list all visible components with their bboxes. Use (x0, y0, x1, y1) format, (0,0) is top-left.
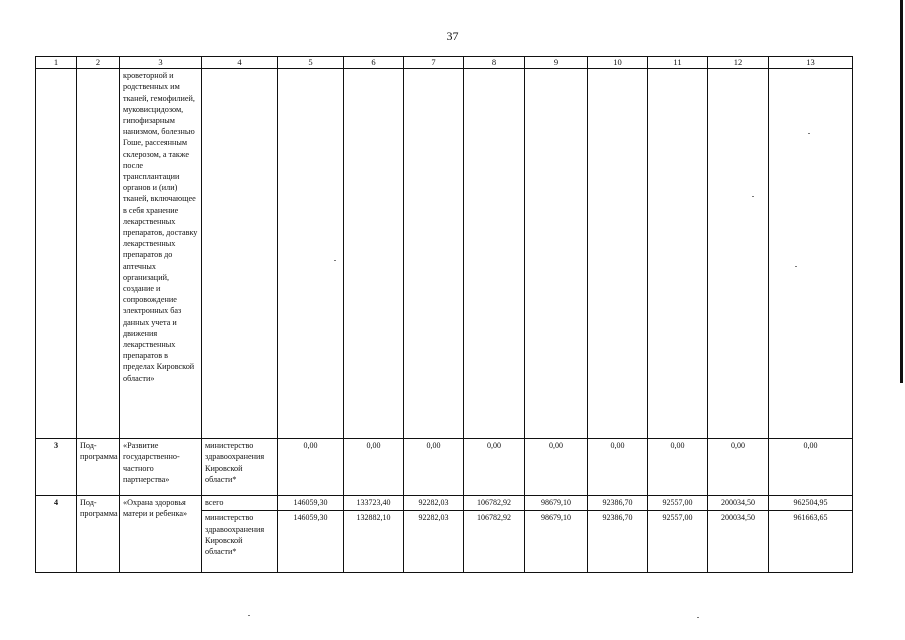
total-value: 92282,03 (418, 498, 449, 508)
row-type: Под-программа (77, 439, 120, 496)
page-number: 37 (446, 29, 459, 43)
ministry-value: 146059,30 (278, 510, 343, 523)
row-index: 4 (36, 496, 77, 573)
value-cell: 0,00 (464, 439, 525, 496)
subprogram-name: «Развитие государственно-частного партнерства» (120, 439, 202, 496)
value-cell: 0,00 (648, 439, 708, 496)
page-edge-bar (900, 0, 903, 383)
ministry-value: 98679,10 (525, 510, 587, 523)
total-value: 962504,95 (793, 498, 828, 508)
header-cell: 9 (525, 57, 588, 69)
total-value: 146059,30 (293, 498, 328, 508)
header-cell: 6 (344, 57, 404, 69)
table-row-subprogram-4 (36, 496, 853, 573)
header-cell: 13 (769, 57, 853, 69)
table-row-continued (36, 69, 853, 439)
value-cell: 0,00 (588, 439, 648, 496)
row-type: Под-программа (77, 496, 120, 573)
header-cell: 4 (202, 57, 278, 69)
executor-total: всего (205, 498, 224, 508)
executor-ministry: министерство здравоохранения Кировской области* (202, 510, 277, 557)
value-cell: 0,00 (769, 439, 853, 496)
scan-speck (334, 260, 336, 261)
total-value: 92386,70 (602, 498, 633, 508)
total-value: 133723,40 (356, 498, 391, 508)
scan-speck (795, 266, 797, 267)
row-index: 3 (36, 439, 77, 496)
scan-speck (752, 196, 754, 197)
header-cell: 11 (648, 57, 708, 69)
total-value: 92557,00 (662, 498, 693, 508)
ministry-value: 92386,70 (588, 510, 647, 523)
scan-speck (248, 615, 250, 616)
ministry-value: 961663,65 (769, 510, 852, 523)
header-cell: 3 (120, 57, 202, 69)
scan-speck (808, 133, 810, 134)
ministry-value: 200034,50 (708, 510, 768, 523)
ministry-value: 92557,00 (648, 510, 707, 523)
header-cell: 10 (588, 57, 648, 69)
header-cell: 2 (77, 57, 120, 69)
value-cell: 0,00 (344, 439, 404, 496)
header-cell: 12 (708, 57, 769, 69)
value-cell: 0,00 (525, 439, 588, 496)
value-cell: 0,00 (708, 439, 769, 496)
table-row-subprogram-3 (36, 439, 853, 496)
value-cell: 0,00 (404, 439, 464, 496)
total-value: 106782,92 (477, 498, 511, 508)
header-row (36, 57, 853, 69)
ministry-value: 106782,92 (464, 510, 524, 523)
ministry-value: 92282,03 (404, 510, 463, 523)
ministry-value: 132882,10 (344, 510, 403, 523)
continued-description: кроветорной и родственных им тканей, гемофилией, муковисцидозом, гипофизарным нанизмом, болезнью Гоше, рассеянным склерозом, а также после трансплантации органов и (или) тканей, включающее в себя хранение лекарственных препаратов, доставку лекарственных препаратов до аптечных организаций, создание и сопровождение электронных баз данных учета и движения лекарственных препаратов в пределах Кировской области» (120, 69, 202, 439)
executor-cell (202, 496, 278, 573)
scan-speck (697, 617, 699, 618)
header-cell: 5 (278, 57, 344, 69)
total-value: 98679,10 (541, 498, 571, 508)
total-value: 200034,50 (721, 498, 755, 508)
budget-table (35, 56, 853, 573)
header-cell: 1 (36, 57, 77, 69)
header-cell: 8 (464, 57, 525, 69)
value-cell: 0,00 (278, 439, 344, 496)
executor: министерство здравоохранения Кировской области* (202, 439, 278, 496)
subprogram-name: «Охрана здоровья матери и ребенка» (120, 496, 202, 573)
header-cell: 7 (404, 57, 464, 69)
